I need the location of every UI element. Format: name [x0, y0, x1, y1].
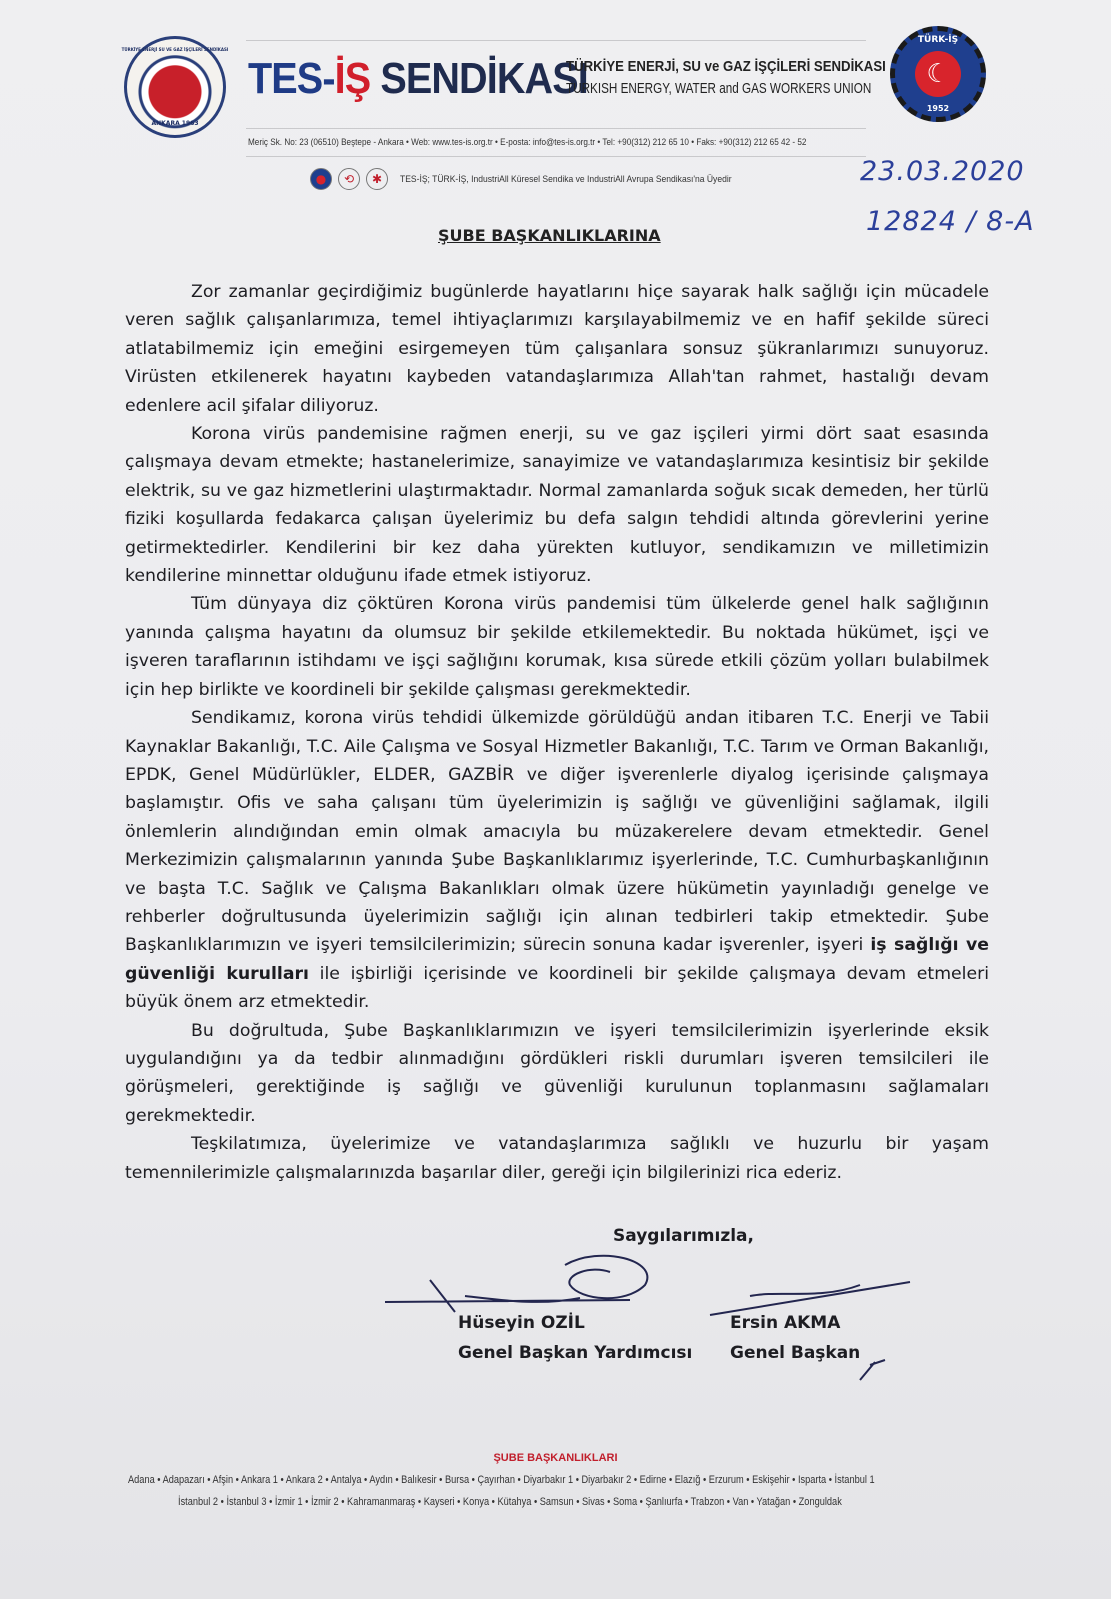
bold-text-run: iş sağlığı ve güvenliği kurulları: [125, 935, 989, 984]
membership-text: TES-İŞ; TÜRK-İŞ, IndustriAll Küresel Sendika ve IndustriAll Avrupa Sendikası'na Üyedir: [400, 173, 732, 185]
divider: [246, 128, 866, 129]
tes-is-logo: [121, 36, 229, 138]
branches-line: İstanbul 2 • İstanbul 3 • İzmir 1 • İzmir 2 • Kahramanmaraş • Kayseri • Konya • Kütahya • Samsun • Sivas • Soma • Şanlıurfa • Trabzon • Van • Yatağan • Zonguldak: [178, 1496, 842, 1508]
logo-year-text: 1952: [926, 104, 950, 113]
brand-part: İŞ: [334, 54, 371, 103]
signatory-name: Hüseyin OZİL: [458, 1313, 585, 1333]
union-name-en: TURKISH ENERGY, WATER and GAS WORKERS UNION: [566, 80, 872, 97]
address-line: Meriç Sk. No: 23 (06510) Beştepe - Ankara • Web: www.tes-is.org.tr • E-posta: info@tes-is.org.tr • Tel: +90(312) 212 65 10 • Faks: +90(312) 212 65 42 - 52: [248, 137, 807, 148]
paragraph: Tüm dünyaya diz çöktüren Korona virüs pandemisi tüm ülkelerde genel halk sağlığının yanında çalışma hayatını da olumsuz bir şekilde etkilemektedir. Bu noktada hükümet, işçi ve işveren taraflarının istihdamı ve işçi sağlığını korumak, kısa sürede etkili çözüm yolları bulabilmek için hep birlikte ve koordineli bir şekilde çalışması gerekmektedir.: [125, 594, 989, 700]
signature-block: [458, 1308, 692, 1368]
crescent-star-icon: ☾: [915, 51, 961, 97]
footer-title: ŞUBE BAŞKANLIKLARI: [493, 1452, 618, 1464]
branches-line: Adana • Adapazarı • Afşin • Ankara 1 • Ankara 2 • Antalya • Aydın • Balıkesir • Bursa • Çayırhan • Diyarbakır 1 • Diyarbakır 2 • Edirne • Elazığ • Erzurum • Eskişehir • Isparta • İstanbul 1: [128, 1474, 875, 1486]
letter-title: ŞUBE BAŞKANLIKLARINA: [438, 226, 661, 245]
logo-bottom-text: ANKARA 1963: [151, 120, 199, 127]
closing: Saygılarımızla,: [613, 1226, 754, 1246]
membership-row: [310, 168, 768, 190]
signatory-role: Genel Başkan: [730, 1343, 861, 1363]
brand-part: TES-: [248, 54, 335, 103]
divider: [246, 156, 866, 157]
handwritten-reference: 12824 / 8-A: [866, 206, 1035, 237]
handwritten-date: 23.03.2020: [860, 156, 1025, 187]
signatory-role: Genel Başkan Yardımcısı: [458, 1343, 693, 1363]
text-run: Sendikamız, korona virüs tehdidi ülkemizde görüldüğü andan itibaren T.C. Enerji ve Tabii Kaynaklar Bakanlığı, T.C. Aile Çalışma ve Sosyal Hizmetler Bakanlığı, T.C. Tarım ve Orman Bakanlığı, EPDK, Genel Müdürlükler, ELDER, GAZBİR ve diğer işverenlerle diyalog içerisinde çalışmaya başlamıştır. Ofis ve saha çalışanı tüm üyelerimizin iş sağlığı ve güvenliğini sağlamak, ilgili önlemlerin alındığından emin olmak amacıyla bu müzakerelere devam etmektedir. Genel Merkezimizin çalışmalarının yanında Şube Başkanlıklarımız işyerlerinde, T.C. Cumhurbaşkanlığının ve başta T.C. Sağlık ve Çalışma Bakanlıkları olmak üzere hükümetin yayınladığı genelge ve rehberler doğrultusunda üyelerimizin sağlığı için alınan tedbirleri takip etmektedir. Şube Başkanlıklarımızın ve işyeri temsilcilerimizin; sürecin sonuna kadar işverenler, işyeri: [125, 708, 989, 956]
turk-is-logo: [890, 26, 986, 122]
paragraph: Zor zamanlar geçirdiğimiz bugünlerde hayatlarını hiçe sayarak halk sağlığı için mücadele veren sağlık çalışanlarımıza, temel ihtiyaçlarımızı karşılayabilmemiz ve en hafif şekilde süreci atlatabilmemiz için emeğini esirgemeyen tüm çalışanlara sonsuz şükranlarımızı sunuyoruz. Virüsten etkilenerek hayatını kaybeden vatandaşlarımıza Allah'tan rahmet, hastalığı devam edenlere acil şifalar diliyoruz.: [125, 282, 989, 416]
paragraph: Teşkilatımıza, üyelerimize ve vatandaşlarımıza sağlıklı ve huzurlu bir yaşam temennilerimizle çalışmalarınızda başarılar diler, gereği için bilgilerinizi rica ederiz.: [125, 1134, 989, 1183]
paragraph: Korona virüs pandemisine rağmen enerji, su ve gaz işçileri yirmi dört saat esasında çalışmaya devam etmekte; hastanelerimize, sanayimize ve vatandaşlarımıza kesintisiz bir şekilde elektrik, su ve gaz hizmetlerini ulaştırmaktadır. Normal zamanlarda soğuk sıcak demeden, her türlü fiziki koşullarda fedakarca çalışan üyelerimiz bu defa salgın tehdidi altında görevlerini yerine getirmektedirler. Kendilerini bir kez daha yürekten kutluyor, sendikamızın ve milletimizin kendilerine minnettar olduğunu ifade etmek istiyoruz.: [125, 424, 989, 587]
logo-ring-text: TÜRKİYE ENERJİ SU VE GAZ İŞÇİLERİ SENDİKASI: [121, 47, 229, 52]
text-run: ile işbirliği içerisinde ve koordineli bir şekilde çalışmaya devam etmeleri büyük önem arz etmektedir.: [125, 963, 989, 1013]
industriall-global-icon: ⟲: [338, 168, 360, 190]
brand-name: [248, 54, 588, 104]
industriall-europe-icon: ✱: [366, 168, 388, 190]
union-name-tr: TÜRKİYE ENERJİ, SU ve GAZ İŞÇİLERİ SENDİKASI: [566, 58, 886, 75]
paragraph: Bu doğrultuda, Şube Başkanlıklarımızın ve işyeri temsilcilerimizin işyerlerinde eksik uygulandığını ya da tedbir alınmadığını gördükleri riskli durumları işveren temsilcileri ile görüşmeleri, gerektiğinde iş sağlığı ve güvenliği kurulunun toplanmasını sağlamaları gerekmektedir.: [125, 1020, 989, 1126]
divider: [246, 40, 866, 41]
letter-body: [125, 278, 989, 1187]
turk-is-mini-icon: ●: [310, 168, 332, 190]
paragraph: [125, 704, 989, 1016]
signature-block: [730, 1308, 860, 1368]
logo-top-text: TÜRK-İŞ: [917, 35, 959, 45]
brand-part: SENDİKASI: [370, 54, 588, 103]
signatory-name: Ersin AKMA: [730, 1313, 841, 1333]
